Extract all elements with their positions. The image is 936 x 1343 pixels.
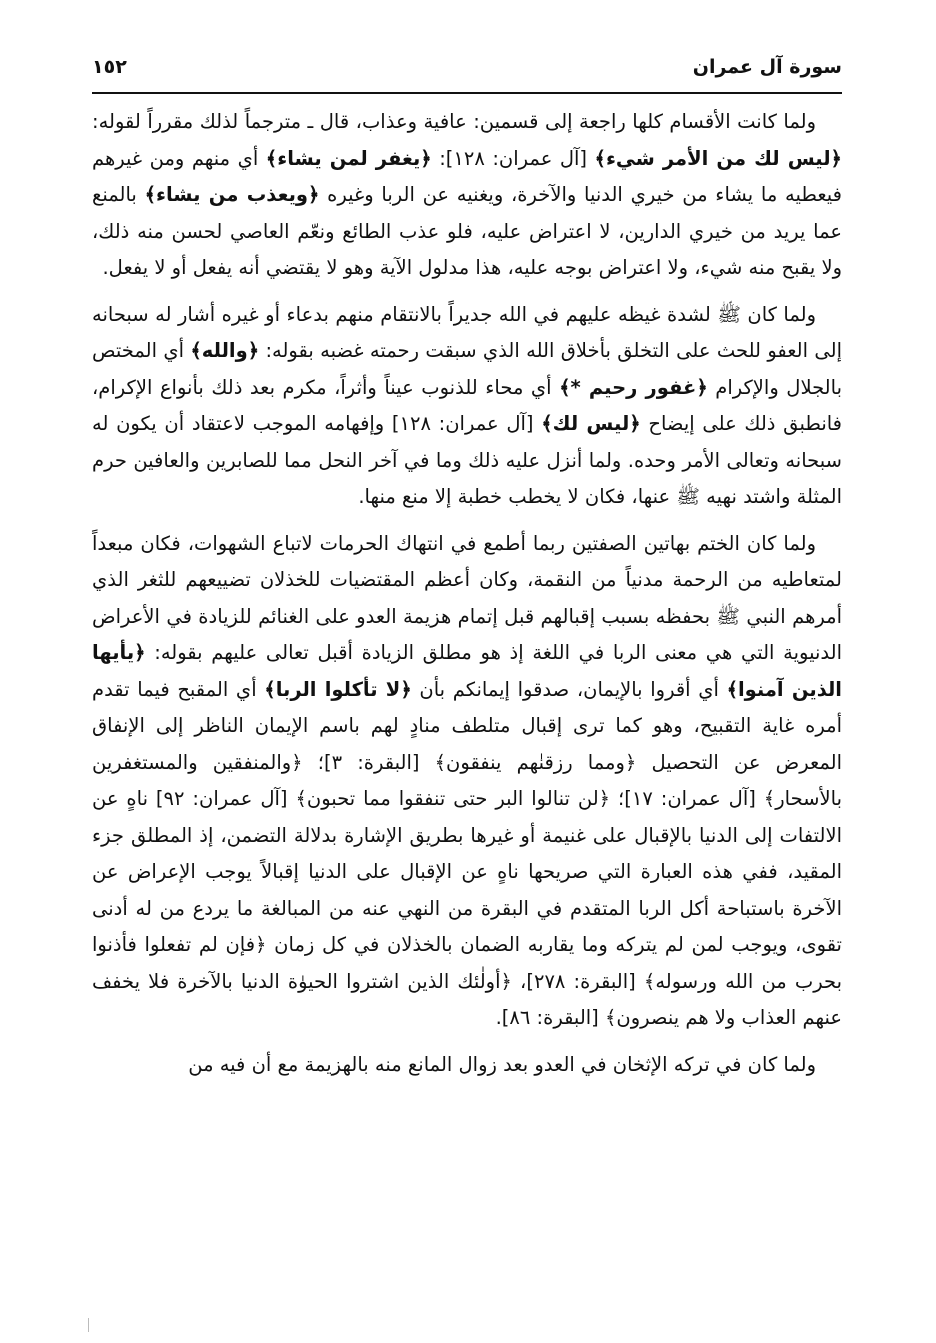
- text-segment: ولما كان الختم بهاتين الصفتين ربما أطمع في انتهاك الحرمات لاتباع الشهوات، فكان مبعداً لمتعاطيه من الرحمة مدنياً من النقمة، وكان أعظم المقتضيات للخذلان تضييعهم للثغر الذي أمرهم النبي ﷺ بحفظه بسبب إقبالهم قبل إتمام هزيمة العدو على الغنائم للزيادة في الأعراض الدنيوية التي هي معنى الربا في اللغة إذ هو مطلق الزيادة أقبل تعالى عليهم بقوله:: [92, 531, 842, 664]
- body-text: [92, 104, 842, 1093]
- text-segment: أي المقبح فيما تقدم أمره غاية التقبيح، وهو كما ترى إقبال متلطف منادٍ لهم باسم الإيمان الناظر إلى الإنفاق المعرض عن التحصيل: [92, 677, 842, 774]
- text-segment: ﴿والمنفقين والمستغفرين بالأسحار﴾: [92, 750, 842, 810]
- surah-title: سورة آل عمران: [692, 56, 842, 78]
- text-segment: [آل عمران: ١٢٨] وإفهامه الموجب لاعتقاد أن يكون له سبحانه وتعالى الأمر وحده. ولما أنزل عليه ذلك وما في آخر النحل مما للصابرين والعافين حرم المثلة واشتد نهيه ﷺ عنها، فكان لا يخطب خطبة إلا منع منها.: [92, 412, 842, 508]
- quran-quote: ﴿ويعذب من يشاء﴾: [144, 183, 320, 206]
- quran-quote: ﴿ليس لك من الأمر شيء﴾: [594, 146, 842, 170]
- quran-quote: ﴿لا تأكلوا الربا﴾: [264, 677, 412, 701]
- text-segment: ﴿ومما رزقنٰهم ينفقون﴾: [434, 750, 637, 774]
- paragraph: [92, 104, 842, 287]
- text-segment: بالمنع عما يريد من خيري الدارين، لا اعتراض عليه، فلو عذب الطائع ونعّم العاصي لحسن منه ذلك، ولا يقبح منه شيء، ولا اعتراض بوجه عليه، هذا مدلول الآية وهو لا يقتضي أنه يفعل أو لا يفعل.: [92, 183, 842, 279]
- quran-quote: ﴿ليس لك﴾: [541, 412, 641, 435]
- text-segment: [البقرة: ٣]؛: [302, 750, 435, 774]
- page-header: [92, 52, 842, 94]
- text-segment: أي المختص بالجلال والإكرام: [92, 339, 842, 399]
- text-segment: ﴿فإن لم تفعلوا فأذنوا بحرب من الله ورسوله﴾: [92, 933, 842, 993]
- text-segment: [آل عمران: ٩٢] ناهٍ عن الالتفات إلى الدنيا بالإقبال على غنيمة أو غيرها بطريق الإشارة بدلالة التضمن، إذ المطلق جزء المقيد، ففي هذه العبارة التي صريحها ناهٍ عن الإقبال على الدنيا إقبالاً يوجب الإعراض عن الآخرة باستباحة أكل الربا المتقدم في البقرة من النهي عنه من المبالغة ما يردع من له أدنى تقوى، ويوجب لمن لم يتركه وما يقاربه الضمان بالخذلان في كل زمان: [92, 787, 842, 956]
- text-segment: [آل عمران: ١٢٨]:: [431, 146, 595, 170]
- text-segment: ولما كان في تركه الإثخان في العدو بعد زوال المانع منه بالهزيمة مع أن فيه من: [188, 1052, 816, 1076]
- scan-artifact: [88, 1318, 89, 1332]
- text-segment: أي أقروا بالإيمان، صدقوا إيمانكم بأن: [411, 677, 727, 701]
- text-segment: [آل عمران: ١٧]؛: [610, 787, 764, 810]
- text-segment: أي منهم ومن غيرهم فيعطيه ما يشاء من خيري الدنيا والآخرة، ويغنيه عن الربا وغيره: [92, 146, 842, 206]
- page-number: ١٥٢: [92, 56, 127, 78]
- text-segment: أي محاء للذنوب عيناً وأثراً، مكرم بعد ذلك بأنواع الإكرام، فانطبق ذلك على إيضاح: [92, 375, 843, 435]
- text-segment: ﴿لن تنالوا البر حتى تنفقوا مما تحبون﴾: [295, 787, 611, 810]
- text-segment: [البقرة: ٢٧٨]،: [511, 969, 644, 993]
- text-segment: ولما كانت الأقسام كلها راجعة إلى قسمين: عافية وعذاب، قال ـ مترجماً لذلك مقرراً لقوله:: [92, 110, 816, 133]
- paragraph: [92, 1047, 842, 1084]
- quran-quote: ﴿والله﴾: [190, 339, 260, 362]
- quran-quote: ﴿غفور رحيم *﴾: [559, 375, 708, 399]
- paragraph: [92, 297, 842, 516]
- quran-quote: ﴿يغفر لمن يشاء﴾: [265, 146, 432, 170]
- quran-quote: ﴿يأيها الذين آمنوا﴾: [92, 641, 842, 701]
- text-segment: [البقرة: ٨٦].: [495, 1006, 605, 1029]
- paragraph: [92, 526, 842, 1037]
- text-segment: ولما كان ﷺ لشدة غيظه عليهم في الله جديراً بالانتقام منهم بدعاء أو غيره أشار له سبحانه إلى العفو للحث على التخلق بأخلاق الله الذي سبقت رحمته غضبه بقوله:: [92, 302, 842, 362]
- text-segment: ﴿أولٰئك الذين اشتروا الحيوٰة الدنيا بالآخرة فلا يخفف عنهم العذاب ولا هم ينصرون﴾: [92, 969, 842, 1029]
